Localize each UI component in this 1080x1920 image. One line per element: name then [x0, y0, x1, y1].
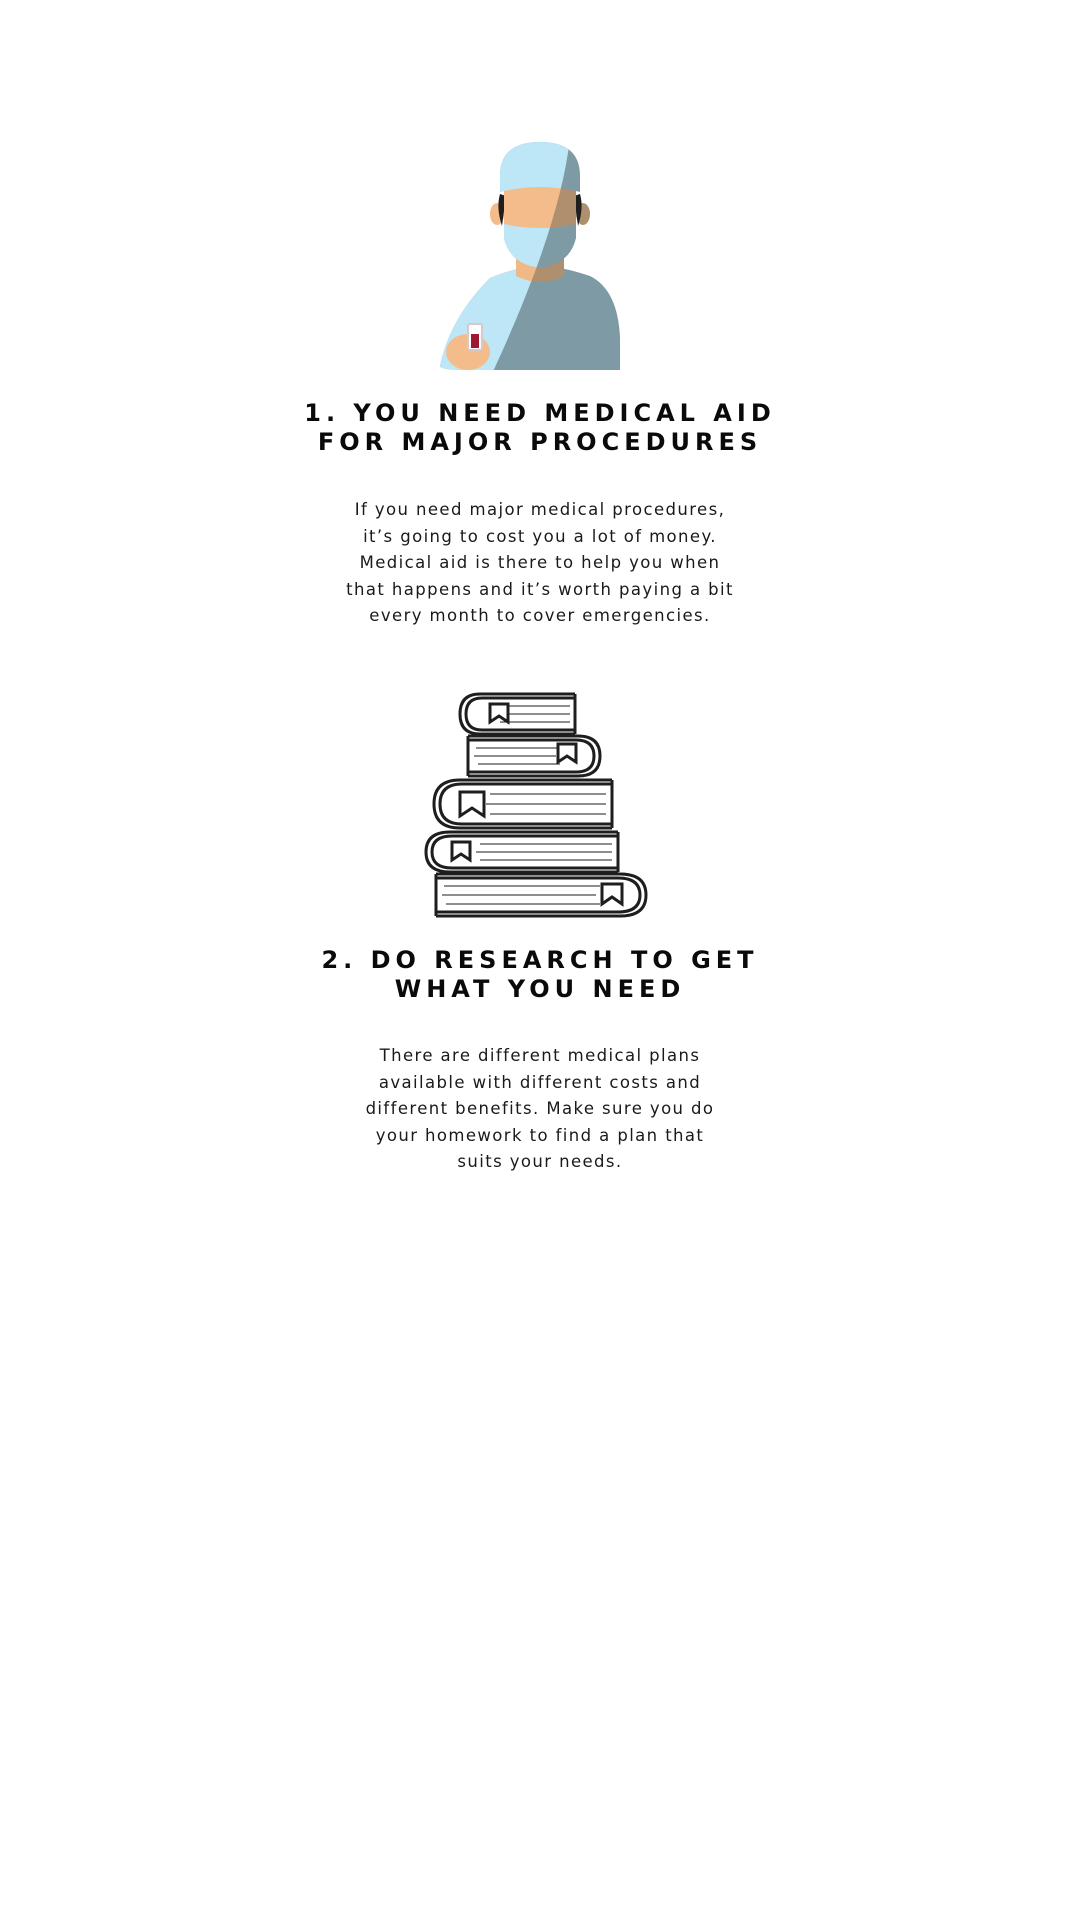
- book-stack-icon: [420, 690, 660, 920]
- section-2-heading: 2. DO RESEARCH TO GET WHAT YOU NEED: [321, 946, 759, 1003]
- books-illustration: [0, 690, 1080, 920]
- section-2-body: There are different medical plans available with different costs and different benefits. Make sure you do your homework to find a plan that suits your needs.: [365, 1046, 715, 1171]
- section-1-body: If you need major medical procedures, it’s going to cost you a lot of money. Medical aid is there to help you when that happens and it’s worth paying a bit every month to cover emergencies.: [346, 500, 734, 625]
- surgeon-illustration: [0, 138, 1080, 378]
- surgeon-icon: [430, 138, 650, 378]
- section-1-heading: 1. YOU NEED MEDICAL AID FOR MAJOR PROCEDURES: [304, 399, 776, 456]
